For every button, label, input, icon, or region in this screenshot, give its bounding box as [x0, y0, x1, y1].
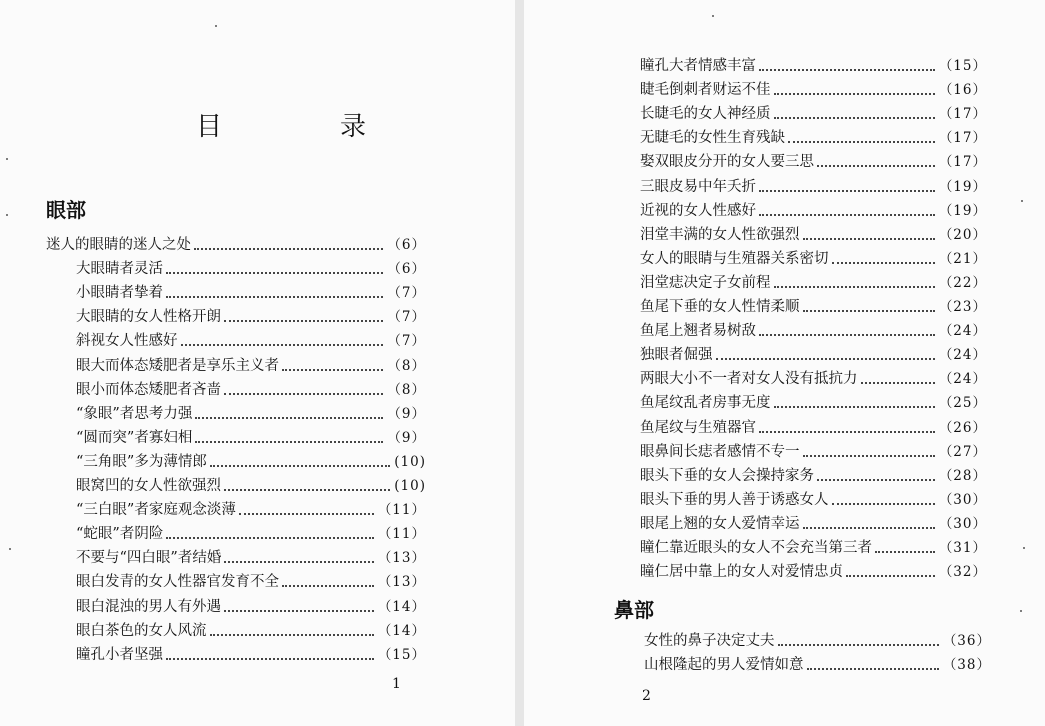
toc-entry-title: 鱼尾下垂的女人性情柔顺: [640, 299, 800, 316]
dot-leader: [817, 479, 935, 481]
dot-leader: [166, 537, 373, 539]
dot-leader: [759, 69, 935, 71]
dot-leader: [181, 344, 384, 346]
dot-leader: [716, 358, 935, 360]
dot-leader: [224, 610, 374, 612]
toc-entry-page: （17）: [938, 154, 987, 171]
toc-entry-page: (10): [394, 478, 426, 495]
toc-entry: [640, 172, 987, 196]
toc-entry-title: 鱼尾纹与生殖器官: [640, 419, 756, 436]
toc-entry-page: （15）: [377, 646, 426, 663]
toc-entry: [640, 197, 987, 221]
page-number: 2: [642, 688, 651, 704]
toc-entry-title: 长睫毛的女人神经质: [640, 106, 771, 123]
toc-entry: [46, 424, 426, 448]
toc-entry-title: 迷人的眼睛的迷人之处: [46, 237, 191, 254]
toc-entry: [46, 568, 426, 592]
dot-leader: [759, 214, 935, 216]
toc-entry-title: “三角眼”多为薄情郎: [76, 453, 207, 470]
toc-entry-page: （9）: [387, 405, 426, 422]
toc-entry-page: （8）: [387, 357, 426, 374]
toc-entry-title: 瞳孔大者情感丰富: [640, 58, 756, 75]
toc-entry-page: （25）: [938, 395, 987, 412]
dot-leader: [803, 310, 935, 312]
dot-leader: [210, 634, 374, 636]
toc-entry-page: （7）: [387, 309, 426, 326]
toc-entry-page: （30）: [938, 491, 987, 508]
toc-entry-title: 眼小而体态矮肥者吝啬: [76, 381, 221, 398]
toc-entry: [640, 76, 987, 100]
toc-entry-title: “三白眼”者家庭观念淡薄: [76, 502, 236, 519]
toc-entry-page: （27）: [938, 443, 987, 460]
toc-entry-title: 无睫毛的女性生育残缺: [640, 130, 785, 147]
dot-leader: [817, 165, 935, 167]
toc-entry: [46, 351, 426, 375]
toc-entry: [640, 534, 987, 558]
dot-leader: [803, 455, 935, 457]
dot-leader: [778, 644, 939, 646]
toc-entry: [46, 496, 426, 520]
toc-entry-page: （6）: [387, 261, 426, 278]
dot-leader: [803, 527, 935, 529]
toc-entry-title: 山根隆起的男人爱情如意: [644, 657, 804, 674]
toc-list-eyes-continued: [640, 52, 987, 582]
dot-leader: [807, 668, 939, 670]
toc-entry-title: 斜视女人性感好: [76, 333, 178, 350]
toc-entry: [644, 627, 991, 651]
toc-entry: [46, 520, 426, 544]
toc-entry: [46, 400, 426, 424]
toc-entry: [46, 448, 426, 472]
scan-speck: [1020, 610, 1022, 612]
toc-entry: [640, 52, 987, 76]
dot-leader: [166, 272, 383, 274]
dot-leader: [224, 320, 383, 322]
left-page: [0, 0, 515, 726]
toc-entry-title: 眼头下垂的女人会操持家务: [640, 467, 814, 484]
toc-entry-page: （23）: [938, 299, 987, 316]
toc-entry: [640, 510, 987, 534]
toc-entry: [640, 317, 987, 341]
toc-entry: [640, 558, 987, 582]
toc-entry-page: （20）: [938, 226, 987, 243]
dot-leader: [759, 190, 935, 192]
toc-entry: [46, 592, 426, 616]
dot-leader: [861, 382, 935, 384]
right-page: [524, 0, 1045, 726]
toc-entry: [640, 462, 987, 486]
toc-entry: [46, 231, 426, 255]
toc-entry-page: （36）: [942, 633, 991, 650]
toc-entry-page: （21）: [938, 250, 987, 267]
dot-leader: [166, 658, 374, 660]
section-heading-nose: 鼻部: [614, 598, 654, 622]
toc-entry-title: 女性的鼻子决定丈夫: [644, 633, 775, 650]
toc-entry: [46, 472, 426, 496]
toc-entry-page: （13）: [377, 574, 426, 591]
toc-entry: [46, 279, 426, 303]
toc-entry: [644, 651, 991, 675]
scan-speck: [6, 158, 8, 160]
toc-entry-page: （28）: [938, 467, 987, 484]
toc-entry-page: （22）: [938, 274, 987, 291]
toc-entry: [46, 376, 426, 400]
toc-entry-title: 眼大而体态矮肥者是享乐主义者: [76, 357, 279, 374]
dot-leader: [194, 248, 383, 250]
toc-entry-title: 睫毛倒刺者财运不佳: [640, 82, 771, 99]
toc-entry-page: （16）: [938, 82, 987, 99]
toc-entry: [46, 641, 426, 665]
dot-leader: [759, 334, 935, 336]
scan-speck: [6, 214, 8, 216]
toc-entry: [640, 413, 987, 437]
toc-entry-title: “象眼”者思考力强: [76, 405, 193, 422]
dot-leader: [224, 561, 373, 563]
toc-entry: [46, 255, 426, 279]
dot-leader: [875, 551, 935, 553]
toc-entry-title: 两眼大小不一者对女人没有抵抗力: [640, 371, 858, 388]
toc-list-eyes: [46, 231, 426, 665]
toc-entry-title: 眼白茶色的女人风流: [76, 622, 207, 639]
page-number: 1: [392, 676, 401, 692]
toc-entry-page: （11）: [377, 526, 426, 543]
toc-entry-title: 近视的女人性感好: [640, 202, 756, 219]
toc-entry-title: 眼鼻间长痣者感情不专一: [640, 443, 800, 460]
toc-entry-page: （31）: [938, 539, 987, 556]
toc-entry-page: （14）: [377, 622, 426, 639]
toc-entry-page: （8）: [387, 381, 426, 398]
dot-leader: [846, 575, 935, 577]
toc-entry-title: “圆而突”者寡妇相: [76, 429, 193, 446]
toc-entry-page: （17）: [938, 106, 987, 123]
scan-speck: [215, 25, 217, 27]
toc-entry-title: 眼窝凹的女人性欲强烈: [76, 478, 221, 495]
toc-entry-title: 瞳仁居中靠上的女人对爱情忠贞: [640, 564, 843, 581]
toc-entry-page: （13）: [377, 550, 426, 567]
toc-entry-page: （11）: [377, 502, 426, 519]
toc-entry-page: （19）: [938, 202, 987, 219]
toc-entry-title: “蛇眼”者阴险: [76, 526, 164, 543]
dot-leader: [282, 585, 374, 587]
dot-leader: [224, 393, 383, 395]
toc-entry-title: 瞳孔小者坚强: [76, 646, 163, 663]
toc-entry-title: 泪堂丰满的女人性欲强烈: [640, 226, 800, 243]
toc-entry-title: 大眼睛的女人性格开朗: [76, 309, 221, 326]
dot-leader: [774, 286, 935, 288]
dot-leader: [166, 296, 383, 298]
toc-entry-page: （9）: [387, 429, 426, 446]
toc-entry-title: 眼头下垂的男人善于诱惑女人: [640, 491, 829, 508]
toc-list-nose: [644, 627, 991, 675]
toc-entry-title: 眼白混浊的男人有外遇: [76, 598, 221, 615]
toc-entry-title: 不要与“四白眼”者结婚: [76, 550, 222, 567]
dot-leader: [195, 417, 383, 419]
dot-leader: [832, 262, 935, 264]
toc-entry-page: （6）: [387, 237, 426, 254]
toc-entry: [640, 245, 987, 269]
toc-entry-title: 眼尾上翘的女人爱情幸运: [640, 515, 800, 532]
dot-leader: [774, 93, 935, 95]
toc-title: 目 录: [196, 112, 413, 142]
scan-speck: [712, 15, 714, 17]
toc-entry-title: 独眼者倔强: [640, 347, 713, 364]
toc-entry-page: （19）: [938, 178, 987, 195]
toc-entry-page: （24）: [938, 323, 987, 340]
scan-speck: [9, 548, 11, 550]
dot-leader: [832, 503, 935, 505]
dot-leader: [224, 489, 390, 491]
dot-leader: [210, 465, 390, 467]
dot-leader: [774, 117, 935, 119]
toc-entry-page: （24）: [938, 371, 987, 388]
toc-entry-title: 小眼睛者挚着: [76, 285, 163, 302]
toc-entry-title: 鱼尾纹乱者房事无度: [640, 395, 771, 412]
toc-entry: [640, 438, 987, 462]
dot-leader: [774, 406, 935, 408]
dot-leader: [788, 141, 935, 143]
toc-entry-title: 女人的眼睛与生殖器关系密切: [640, 250, 829, 267]
toc-entry-page: （17）: [938, 130, 987, 147]
scan-speck: [1021, 200, 1023, 202]
toc-entry: [640, 389, 987, 413]
toc-entry-title: 泪堂痣决定子女前程: [640, 274, 771, 291]
toc-entry-page: （30）: [938, 515, 987, 532]
toc-entry: [46, 544, 426, 568]
toc-entry-page: (10): [394, 453, 426, 470]
dot-leader: [759, 431, 935, 433]
toc-entry-page: （15）: [938, 58, 987, 75]
toc-entry-page: （24）: [938, 347, 987, 364]
toc-entry: [640, 269, 987, 293]
toc-entry-title: 眼白发青的女人性器官发育不全: [76, 574, 279, 591]
dot-leader: [803, 238, 935, 240]
toc-entry: [640, 486, 987, 510]
toc-entry-page: （38）: [942, 657, 991, 674]
scan-speck: [1023, 547, 1025, 549]
dot-leader: [282, 369, 383, 371]
toc-entry: [640, 124, 987, 148]
toc-entry-title: 瞳仁靠近眼头的女人不会充当第三者: [640, 539, 872, 556]
toc-entry: [46, 327, 426, 351]
toc-entry-title: 鱼尾上翘者易树敌: [640, 323, 756, 340]
dot-leader: [239, 513, 374, 515]
section-heading-eyes: 眼部: [46, 198, 86, 222]
toc-entry: [46, 303, 426, 327]
toc-entry-page: （32）: [938, 564, 987, 581]
toc-entry: [640, 341, 987, 365]
dot-leader: [195, 441, 383, 443]
toc-entry: [640, 100, 987, 124]
toc-entry: [46, 617, 426, 641]
toc-entry-title: 三眼皮易中年夭折: [640, 178, 756, 195]
toc-entry-page: （7）: [387, 333, 426, 350]
toc-entry: [640, 148, 987, 172]
toc-entry-page: （26）: [938, 419, 987, 436]
toc-entry-title: 娶双眼皮分开的女人要三思: [640, 154, 814, 171]
toc-entry-page: （14）: [377, 598, 426, 615]
toc-entry: [640, 293, 987, 317]
toc-entry: [640, 365, 987, 389]
toc-entry-page: （7）: [387, 285, 426, 302]
toc-entry: [640, 221, 987, 245]
toc-entry-title: 大眼睛者灵活: [76, 261, 163, 278]
